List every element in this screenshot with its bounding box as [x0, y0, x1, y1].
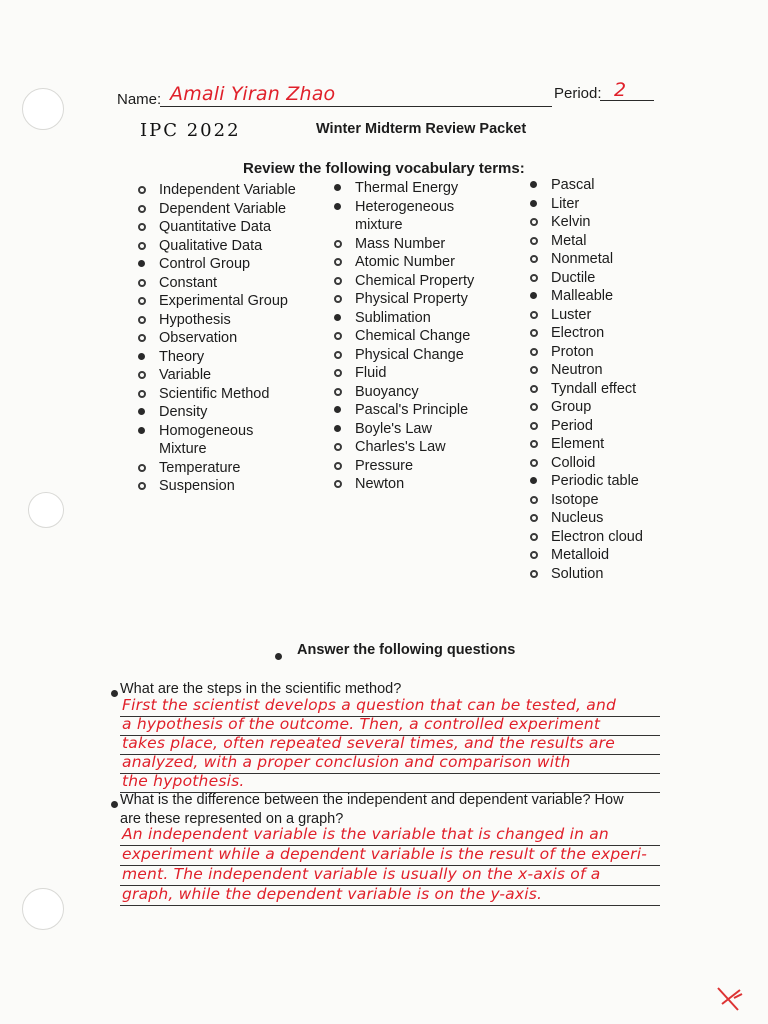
punch-hole-middle: [28, 492, 64, 528]
period-value: 2: [614, 79, 627, 101]
vocab-term: Group: [551, 398, 691, 417]
vocab-term: Sublimation: [355, 309, 495, 328]
vocab-term: Element: [551, 435, 691, 454]
punch-hole-bottom: [22, 888, 64, 930]
vocab-term: Malleable: [551, 287, 691, 306]
vocab-term: Metal: [551, 232, 691, 251]
vocab-term: Liter: [551, 195, 691, 214]
page-title: Winter Midterm Review Packet: [316, 121, 527, 137]
vocab-term: Period: [551, 417, 691, 436]
vocab-column-2: [355, 179, 495, 494]
question-2-bullet: [111, 801, 118, 808]
vocab-term: Variable: [159, 366, 299, 385]
vocab-term: Physical Property: [355, 290, 495, 309]
vocab-term: Kelvin: [551, 213, 691, 232]
name-label: Name:: [117, 91, 162, 108]
vocab-term: Theory: [159, 348, 299, 367]
vocab-term: Qualitative Data: [159, 237, 299, 256]
vocab-term: Fluid: [355, 364, 495, 383]
vocab-term: Hypothesis: [159, 311, 299, 330]
vocab-term: Temperature: [159, 459, 299, 478]
vocab-term: Neutron: [551, 361, 691, 380]
class-label: IPC 2022: [140, 120, 241, 141]
vocab-term: Heterogeneous mixture: [355, 198, 495, 235]
vocab-term: Constant: [159, 274, 299, 293]
vocab-term: Observation: [159, 329, 299, 348]
vocab-term: Proton: [551, 343, 691, 362]
vocab-column-3: [551, 176, 691, 583]
period-underline: [600, 100, 654, 101]
vocab-term: Electron: [551, 324, 691, 343]
period-label: Period:: [554, 85, 602, 102]
handwritten-answer-line: First the scientist develops a question that can be tested, and: [122, 696, 617, 714]
vocab-term: Quantitative Data: [159, 218, 299, 237]
handwritten-answer-line: graph, while the dependent variable is on the y-axis.: [122, 885, 543, 903]
vocab-heading: Review the following vocabulary terms:: [243, 160, 525, 177]
vocab-term: Chemical Change: [355, 327, 495, 346]
student-name: Amali Yiran Zhao: [170, 83, 336, 105]
question-1: What are the steps in the scientific method?: [120, 681, 402, 697]
vocab-term: Electron cloud: [551, 528, 691, 547]
punch-hole-top: [22, 88, 64, 130]
vocab-term: Metalloid: [551, 546, 691, 565]
vocab-term: Pascal's Principle: [355, 401, 495, 420]
vocab-term: Periodic table: [551, 472, 691, 491]
vocab-term: Homogeneous Mixture: [159, 422, 299, 459]
vocab-term: Physical Change: [355, 346, 495, 365]
vocab-term: Pressure: [355, 457, 495, 476]
grader-check-mark: [712, 980, 748, 1016]
vocab-term: Buoyancy: [355, 383, 495, 402]
answer-rule: [120, 905, 660, 906]
handwritten-answer-line: takes place, often repeated several times, and the results are: [122, 734, 615, 752]
question-1-bullet: [111, 690, 118, 697]
vocab-term: Independent Variable: [159, 181, 299, 200]
vocab-term: Isotope: [551, 491, 691, 510]
section-bullet: [275, 653, 282, 660]
handwritten-answer-line: ment. The independent variable is usually on the x-axis of a: [122, 865, 601, 883]
vocab-term: Boyle's Law: [355, 420, 495, 439]
handwritten-answer-line: a hypothesis of the outcome. Then, a controlled experiment: [122, 715, 601, 733]
vocab-term: Charles's Law: [355, 438, 495, 457]
vocab-term: Control Group: [159, 255, 299, 274]
vocab-term: Mass Number: [355, 235, 495, 254]
vocab-term: Ductile: [551, 269, 691, 288]
vocab-term: Pascal: [551, 176, 691, 195]
handwritten-answer-line: analyzed, with a proper conclusion and comparison with: [122, 753, 571, 771]
vocab-term: Dependent Variable: [159, 200, 299, 219]
vocab-term: Density: [159, 403, 299, 422]
vocab-term: Solution: [551, 565, 691, 584]
questions-heading: Answer the following questions: [297, 642, 516, 658]
vocab-term: Thermal Energy: [355, 179, 495, 198]
handwritten-answer-line: An independent variable is the variable that is changed in an: [122, 825, 609, 843]
vocab-term: Atomic Number: [355, 253, 495, 272]
vocab-term: Scientific Method: [159, 385, 299, 404]
vocab-term: Suspension: [159, 477, 299, 496]
question-2-line-1: What is the difference between the independent and dependent variable? How: [120, 792, 624, 808]
vocab-term: Colloid: [551, 454, 691, 473]
vocab-term: Experimental Group: [159, 292, 299, 311]
vocab-term: Chemical Property: [355, 272, 495, 291]
handwritten-answer-line: the hypothesis.: [122, 772, 245, 790]
vocab-term: Luster: [551, 306, 691, 325]
question-2-line-2: are these represented on a graph?: [120, 811, 344, 827]
vocab-term: Nonmetal: [551, 250, 691, 269]
vocab-term: Newton: [355, 475, 495, 494]
handwritten-answer-line: experiment while a dependent variable is the result of the experi-: [122, 845, 648, 863]
vocab-column-1: [159, 181, 299, 496]
name-underline: [160, 106, 552, 107]
vocab-term: Tyndall effect: [551, 380, 691, 399]
vocab-term: Nucleus: [551, 509, 691, 528]
